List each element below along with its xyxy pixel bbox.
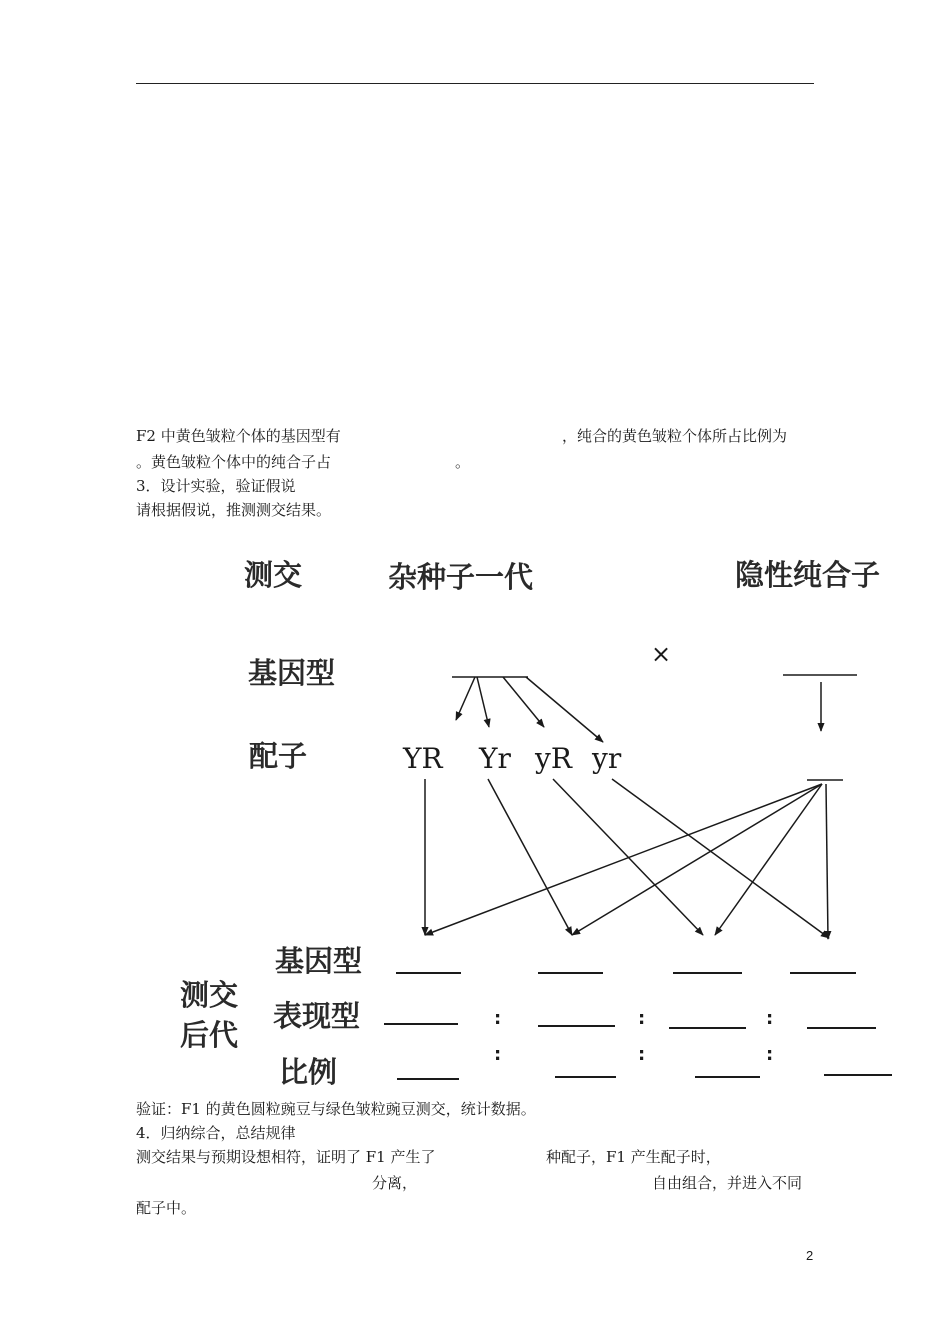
gamete-label: 配子	[249, 739, 308, 773]
phenotype-sep-2: :	[638, 1008, 646, 1029]
offspring-label-line1: 测交	[180, 978, 239, 1012]
ratio-label: 比例	[279, 1055, 338, 1089]
arrow-yr-recessive-4	[826, 784, 828, 939]
arrow-yr-recessive-3	[715, 784, 822, 935]
offspring-phenotype-label: 表现型	[273, 999, 361, 1033]
paragraph-conclusion-e: 配子中。	[136, 1199, 197, 1217]
offspring-genotype-label: 基因型	[275, 944, 363, 978]
arrow-to-yr	[526, 677, 603, 742]
paragraph-f2-a: F2 中黄色皱粒个体的基因型有	[136, 427, 341, 445]
heading-design-experiment: 3．设计实验，验证假说	[136, 477, 296, 495]
arrow-to-YR	[456, 677, 475, 720]
phenotype-sep-3: :	[766, 1008, 774, 1029]
gamete-YR: YR	[403, 742, 443, 775]
arrow-yr-offspring	[612, 779, 829, 938]
paragraph-conclusion-a: 测交结果与预期设想相符，证明了 F1 产生了	[136, 1148, 436, 1166]
gamete-Yr: Yr	[479, 742, 511, 775]
arrow-to-Yr	[477, 677, 489, 727]
paragraph-f2-b: ，纯合的黄色皱粒个体所占比例为	[562, 427, 788, 445]
cross-label: 测交	[244, 558, 303, 592]
ratio-sep-1: :	[494, 1044, 502, 1065]
paragraph-predict: 请根据假说，推测测交结果。	[136, 501, 332, 519]
heading-summary: 4．归纳综合，总结规律	[136, 1124, 296, 1142]
gamete-yr: yr	[592, 742, 622, 775]
cross-sign: ×	[651, 640, 672, 668]
arrow-to-yR	[503, 677, 544, 727]
ratio-sep-2: :	[638, 1044, 646, 1065]
paragraph-conclusion-d: 自由组合，并进入不同	[652, 1174, 803, 1192]
arrow-yr-recessive-1	[425, 784, 822, 935]
gamete-yR: yR	[535, 742, 572, 775]
offspring-label-line2: 后代	[180, 1018, 239, 1052]
ratio-sep-3: :	[766, 1044, 774, 1065]
paragraph-conclusion-b: 种配子，F1 产生配子时，	[546, 1148, 721, 1166]
paragraph-f2-c: 。黄色皱粒个体中的纯合子占	[136, 453, 332, 471]
paragraph-verify: 验证：F1 的黄色圆粒豌豆与绿色皱粒豌豆测交，统计数据。	[136, 1100, 536, 1118]
paragraph-conclusion-c: 分离，	[372, 1174, 418, 1192]
recessive-label: 隐性纯合子	[735, 558, 881, 592]
hybrid-label: 杂种子一代	[388, 560, 534, 594]
arrow-Yr-offspring	[488, 779, 572, 935]
paragraph-f2-d: 。	[455, 453, 471, 471]
phenotype-sep-1: :	[494, 1008, 502, 1029]
page-number: 2	[806, 1248, 814, 1263]
genotype-label: 基因型	[248, 656, 336, 690]
arrow-yr-recessive-2	[572, 784, 822, 935]
